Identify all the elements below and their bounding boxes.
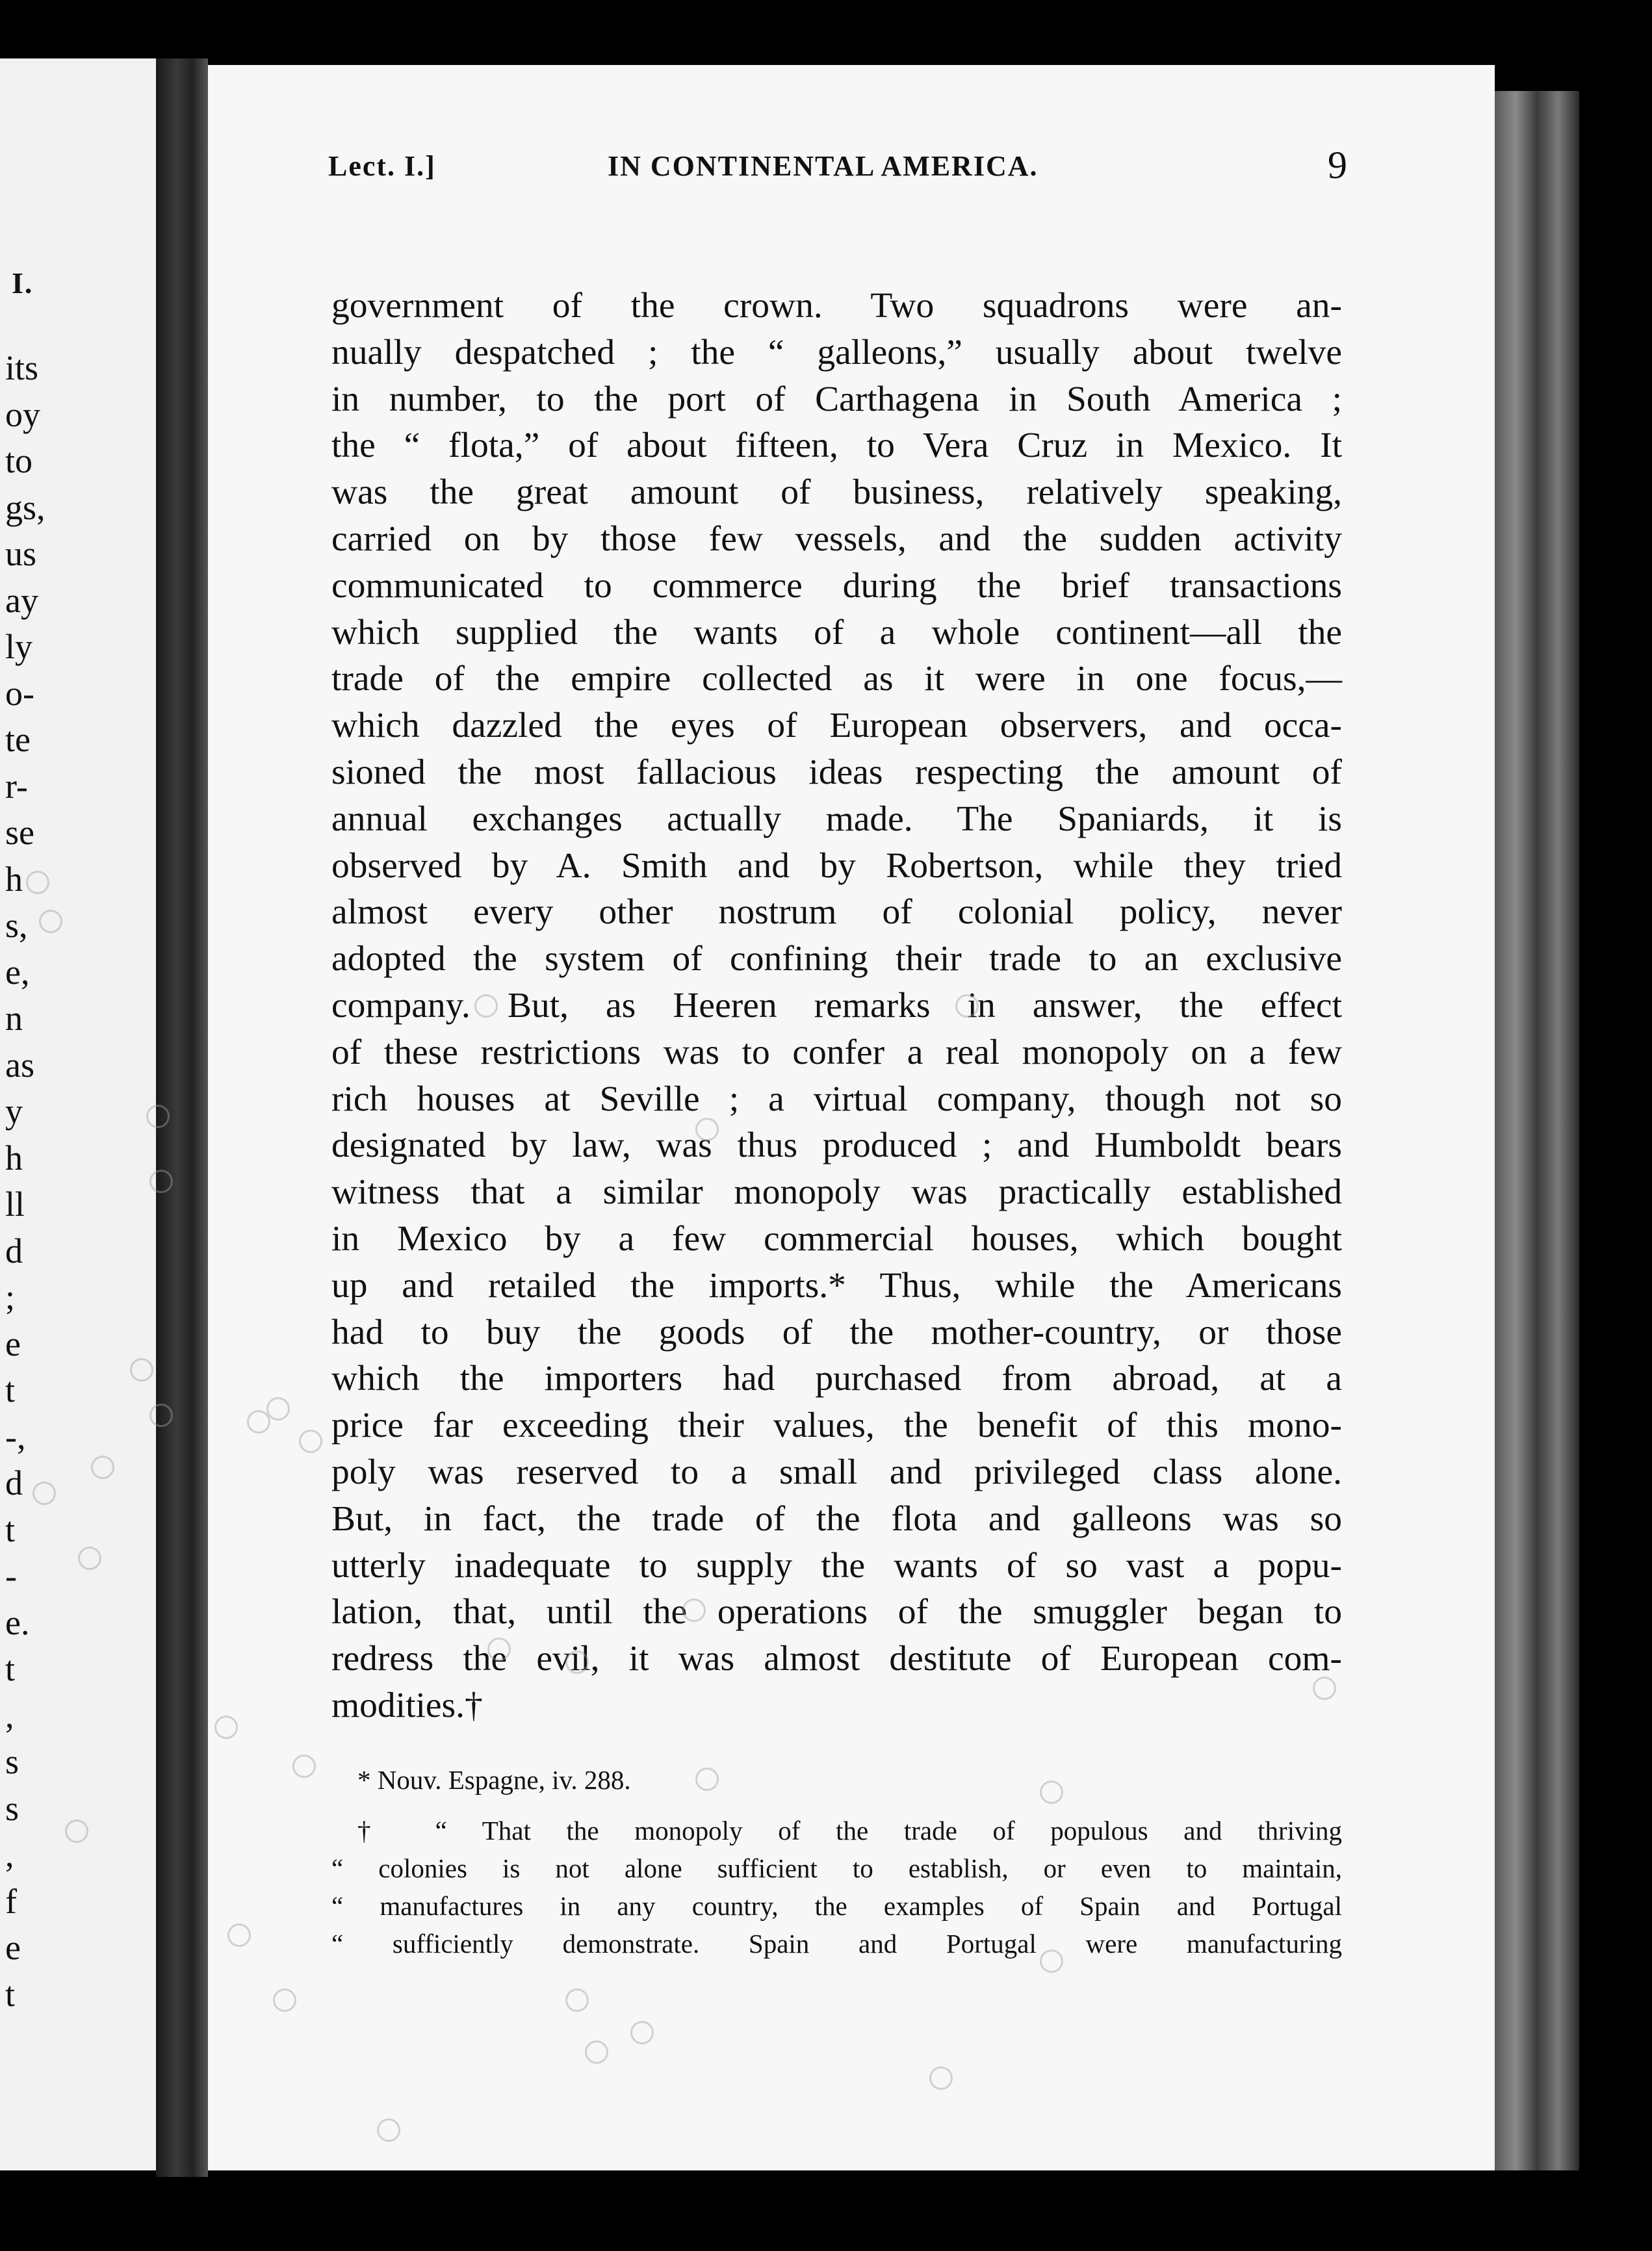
body-line: poly was reserved to a small and privileged class alone. [331, 1452, 1342, 1492]
left-page-fragment: - [5, 1556, 17, 1595]
body-line: which dazzled the eyes of European observers, and occa- [331, 706, 1342, 746]
left-page-fragment: s, [5, 906, 28, 945]
left-page-fragment: o- [5, 673, 34, 713]
footnote-line: “ manufactures in any country, the examples of Spain and Portugal [331, 1891, 1342, 1921]
scan-spot [39, 910, 62, 933]
body-line: observed by A. Smith and by Robertson, while they tried [331, 845, 1342, 886]
body-line: sioned the most fallacious ideas respecting the amount of [331, 752, 1342, 792]
body-line: had to buy the goods of the mother-country, or those [331, 1312, 1342, 1352]
scan-spot [955, 994, 979, 1018]
scan-spot [1040, 1949, 1063, 1973]
scan-spot [1040, 1781, 1063, 1804]
left-page-fragment: r- [5, 766, 28, 806]
scan-spot [682, 1599, 706, 1622]
scan-spot [149, 1404, 173, 1427]
left-page-fragment: ly [5, 627, 33, 666]
scan-spot [227, 1923, 251, 1947]
scan-spot [487, 1638, 511, 1661]
body-line: the “ flota,” of about fifteen, to Vera Cruz in Mexico. It [331, 426, 1342, 466]
body-line: rich houses at Seville ; a virtual company, though not so [331, 1079, 1342, 1119]
left-page-fragment: h [5, 1138, 23, 1177]
scan-spot [273, 1988, 296, 2012]
scan-spot [565, 1651, 589, 1674]
body-line: lation, that, until the operations of the smuggler began to [331, 1592, 1342, 1632]
book-page-edges [1495, 91, 1579, 2170]
scan-spot [585, 2040, 608, 2064]
scan-spot [78, 1547, 101, 1570]
left-page-fragment: , [5, 1695, 14, 1735]
running-head [328, 143, 1349, 195]
running-head-lecture: Lect. I.] [328, 150, 436, 182]
left-page-fragment: ll [5, 1185, 25, 1224]
scan-spot [65, 1820, 88, 1843]
body-line: modities.† [331, 1685, 483, 1725]
body-line: utterly inadequate to supply the wants of so vast a popu- [331, 1545, 1342, 1586]
scan-spot [630, 2021, 654, 2044]
left-page-fragment: as [5, 1045, 34, 1085]
body-line: was the great amount of business, relatively speaking, [331, 472, 1342, 513]
footnote-line: “ sufficiently demonstrate. Spain and Portugal were manufacturing [331, 1929, 1342, 1959]
left-page-fragment: s [5, 1788, 19, 1828]
left-page-fragment: e. [5, 1602, 30, 1642]
left-page-fragment: , [5, 1835, 14, 1874]
scan-spot [32, 1482, 56, 1505]
left-page-fragment: t [5, 1974, 16, 2014]
left-page-fragment: e [5, 1324, 21, 1363]
body-line: in Mexico by a few commercial houses, which bought [331, 1218, 1342, 1259]
body-line: up and retailed the imports.* Thus, while the Americans [331, 1265, 1342, 1306]
footnote-line: † “ That the monopoly of the trade of populous and thriving [357, 1816, 1342, 1846]
scan-spot [91, 1456, 114, 1479]
left-page-fragment: to [5, 441, 33, 480]
body-line: price far exceeding their values, the benefit of this mono- [331, 1406, 1342, 1446]
body-line: communicated to commerce during the brief transactions [331, 565, 1342, 606]
body-line: government of the crown. Two squadrons were an- [331, 286, 1342, 326]
left-page-fragment: h [5, 859, 23, 899]
body-line: in number, to the port of Carthagena in South America ; [331, 379, 1342, 419]
left-page-fragment: t [5, 1370, 16, 1409]
scan-spot [565, 1988, 589, 2012]
body-line: But, in fact, the trade of the flota and galleons was so [331, 1499, 1342, 1539]
left-page-fragment: t [5, 1510, 16, 1549]
scan-spot [377, 2118, 400, 2142]
scan-spot [149, 1170, 173, 1193]
scan-spot [292, 1755, 316, 1778]
scan-spot [247, 1410, 270, 1434]
body-line: of these restrictions was to confer a real monopoly on a few [331, 1032, 1342, 1072]
body-line: carried on by those few vessels, and the sudden activity [331, 519, 1342, 559]
left-page-header: I. [12, 266, 34, 300]
left-page-fragment: e [5, 1928, 21, 1967]
left-page-fragment: f [5, 1881, 17, 1921]
left-page-fragment: n [5, 999, 23, 1038]
body-line: designated by law, was thus produced ; and Humboldt bears [331, 1126, 1342, 1166]
left-page-fragment: d [5, 1463, 23, 1502]
left-page-fragment: y [5, 1092, 23, 1131]
body-line: adopted the system of confining their trade to an exclusive [331, 939, 1342, 979]
scan-spot [266, 1397, 290, 1421]
running-head-title: IN CONTINENTAL AMERICA. [608, 150, 1039, 182]
left-page-fragment: oy [5, 394, 40, 434]
left-page-fragment: gs, [5, 487, 45, 527]
footnote-line: * Nouv. Espagne, iv. 288. [357, 1765, 631, 1795]
footnote-line: “ colonies is not alone sufficient to establish, or even to maintain, [331, 1853, 1342, 1883]
scan-spot [695, 1768, 719, 1791]
scan-spot [130, 1358, 153, 1382]
body-line: company. But, as Heeren remarks in answer, the effect [331, 985, 1342, 1025]
scan-spot [695, 1118, 719, 1141]
left-page-fragment: e, [5, 952, 30, 992]
body-line: witness that a similar monopoly was practically established [331, 1172, 1342, 1213]
body-line: trade of the empire collected as it were in one focus,— [331, 659, 1342, 699]
left-page-fragment: ay [5, 580, 38, 620]
left-page-fragment: se [5, 813, 34, 852]
left-page-fragment: te [5, 720, 31, 759]
body-line: redress the evil, it was almost destitute of European com- [331, 1639, 1342, 1679]
left-page-fragment: d [5, 1231, 23, 1270]
body-line: almost every other nostrum of colonial policy, never [331, 892, 1342, 933]
body-line: annual exchanges actually made. The Spaniards, it is [331, 799, 1342, 839]
scan-spot [26, 871, 49, 894]
page-number: 9 [1328, 144, 1349, 187]
scan-spot [146, 1105, 170, 1128]
body-line: which supplied the wants of a whole continent—all the [331, 612, 1342, 652]
left-page-fragment: us [5, 534, 37, 573]
scan-spot [214, 1716, 238, 1739]
left-page-fragment: s [5, 1742, 19, 1781]
scan-spot [1313, 1677, 1336, 1700]
scan-spot [474, 994, 498, 1018]
scan-spot [929, 2066, 953, 2090]
footnotes [331, 1761, 1342, 1962]
body-line: which the importers had purchased from abroad, at a [331, 1359, 1342, 1399]
left-page-fragment: -, [5, 1417, 26, 1456]
scan-spot [299, 1430, 322, 1453]
left-page-fragment: t [5, 1649, 16, 1688]
left-page [0, 58, 156, 2170]
body-line: nually despatched ; the “ galleons,” usually about twelve [331, 332, 1342, 372]
left-page-fragment: ; [5, 1278, 16, 1317]
left-page-fragment: its [5, 348, 39, 387]
